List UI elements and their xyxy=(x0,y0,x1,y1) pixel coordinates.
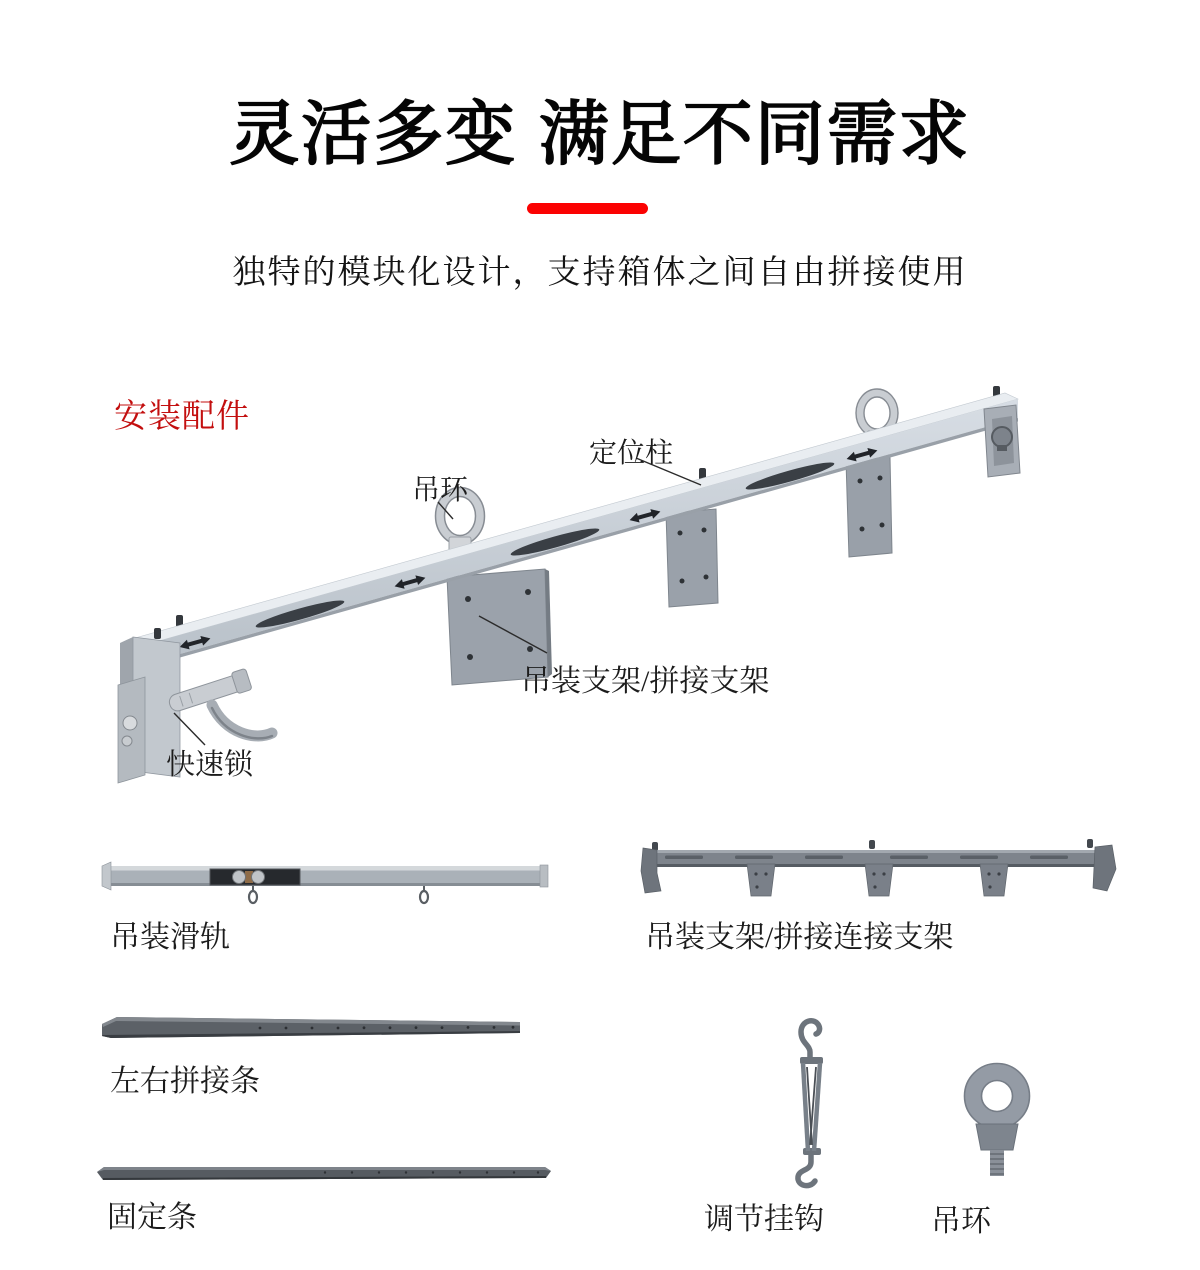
product-label-splicing-strip: 左右拼接条 xyxy=(110,1065,260,1098)
lifting-ring-base xyxy=(976,1124,1018,1150)
adjust-hook-top-hook xyxy=(801,1021,820,1061)
callout-label-quick-lock: 快速锁 xyxy=(166,749,254,781)
adjust-hook-bottom-hook xyxy=(798,1155,815,1186)
product-label-fixing-strip: 固定条 xyxy=(107,1201,197,1234)
product-label-connect-bracket: 吊装支架/拼接连接支架 xyxy=(645,921,954,954)
product-image-slide-rail xyxy=(95,852,565,912)
connect-bracket-plates xyxy=(747,864,1008,896)
product-image-adjust-hook xyxy=(765,1005,860,1195)
slide-rail-hooks xyxy=(249,886,428,903)
hanging-bracket-plate-mid xyxy=(666,509,718,607)
page-title: 灵活多变 满足不同需求 xyxy=(229,95,971,173)
product-image-lifting-ring xyxy=(938,1042,1058,1182)
quick-lock-lever xyxy=(166,668,272,738)
slide-rail-roller-inset xyxy=(210,869,300,885)
assembly-diagram-illustration xyxy=(100,385,1060,795)
product-image-connect-bracket xyxy=(635,833,1120,905)
product-label-lifting-ring: 吊环 xyxy=(931,1205,991,1238)
section-label-install-accessories: 安装配件 xyxy=(114,397,250,434)
callout-label-lifting-ring: 吊环 xyxy=(412,475,469,506)
rail-end-cap xyxy=(984,405,1020,477)
hanging-bracket-plate-right xyxy=(846,457,892,557)
product-image-fixing-strip xyxy=(95,1158,555,1188)
product-label-slide-rail: 吊装滑轨 xyxy=(110,921,230,954)
page-subtitle: 独特的模块化设计，支持箱体之间自由拼接使用 xyxy=(232,253,968,290)
product-label-adjust-hook: 调节挂钩 xyxy=(704,1203,824,1236)
callout-label-positioning-post: 定位柱 xyxy=(589,438,674,469)
product-image-splicing-strip xyxy=(95,1008,540,1050)
title-underline-accent xyxy=(527,203,648,214)
callout-label-hanging-splicing-bracket: 吊装支架/拼接支架 xyxy=(521,665,770,698)
